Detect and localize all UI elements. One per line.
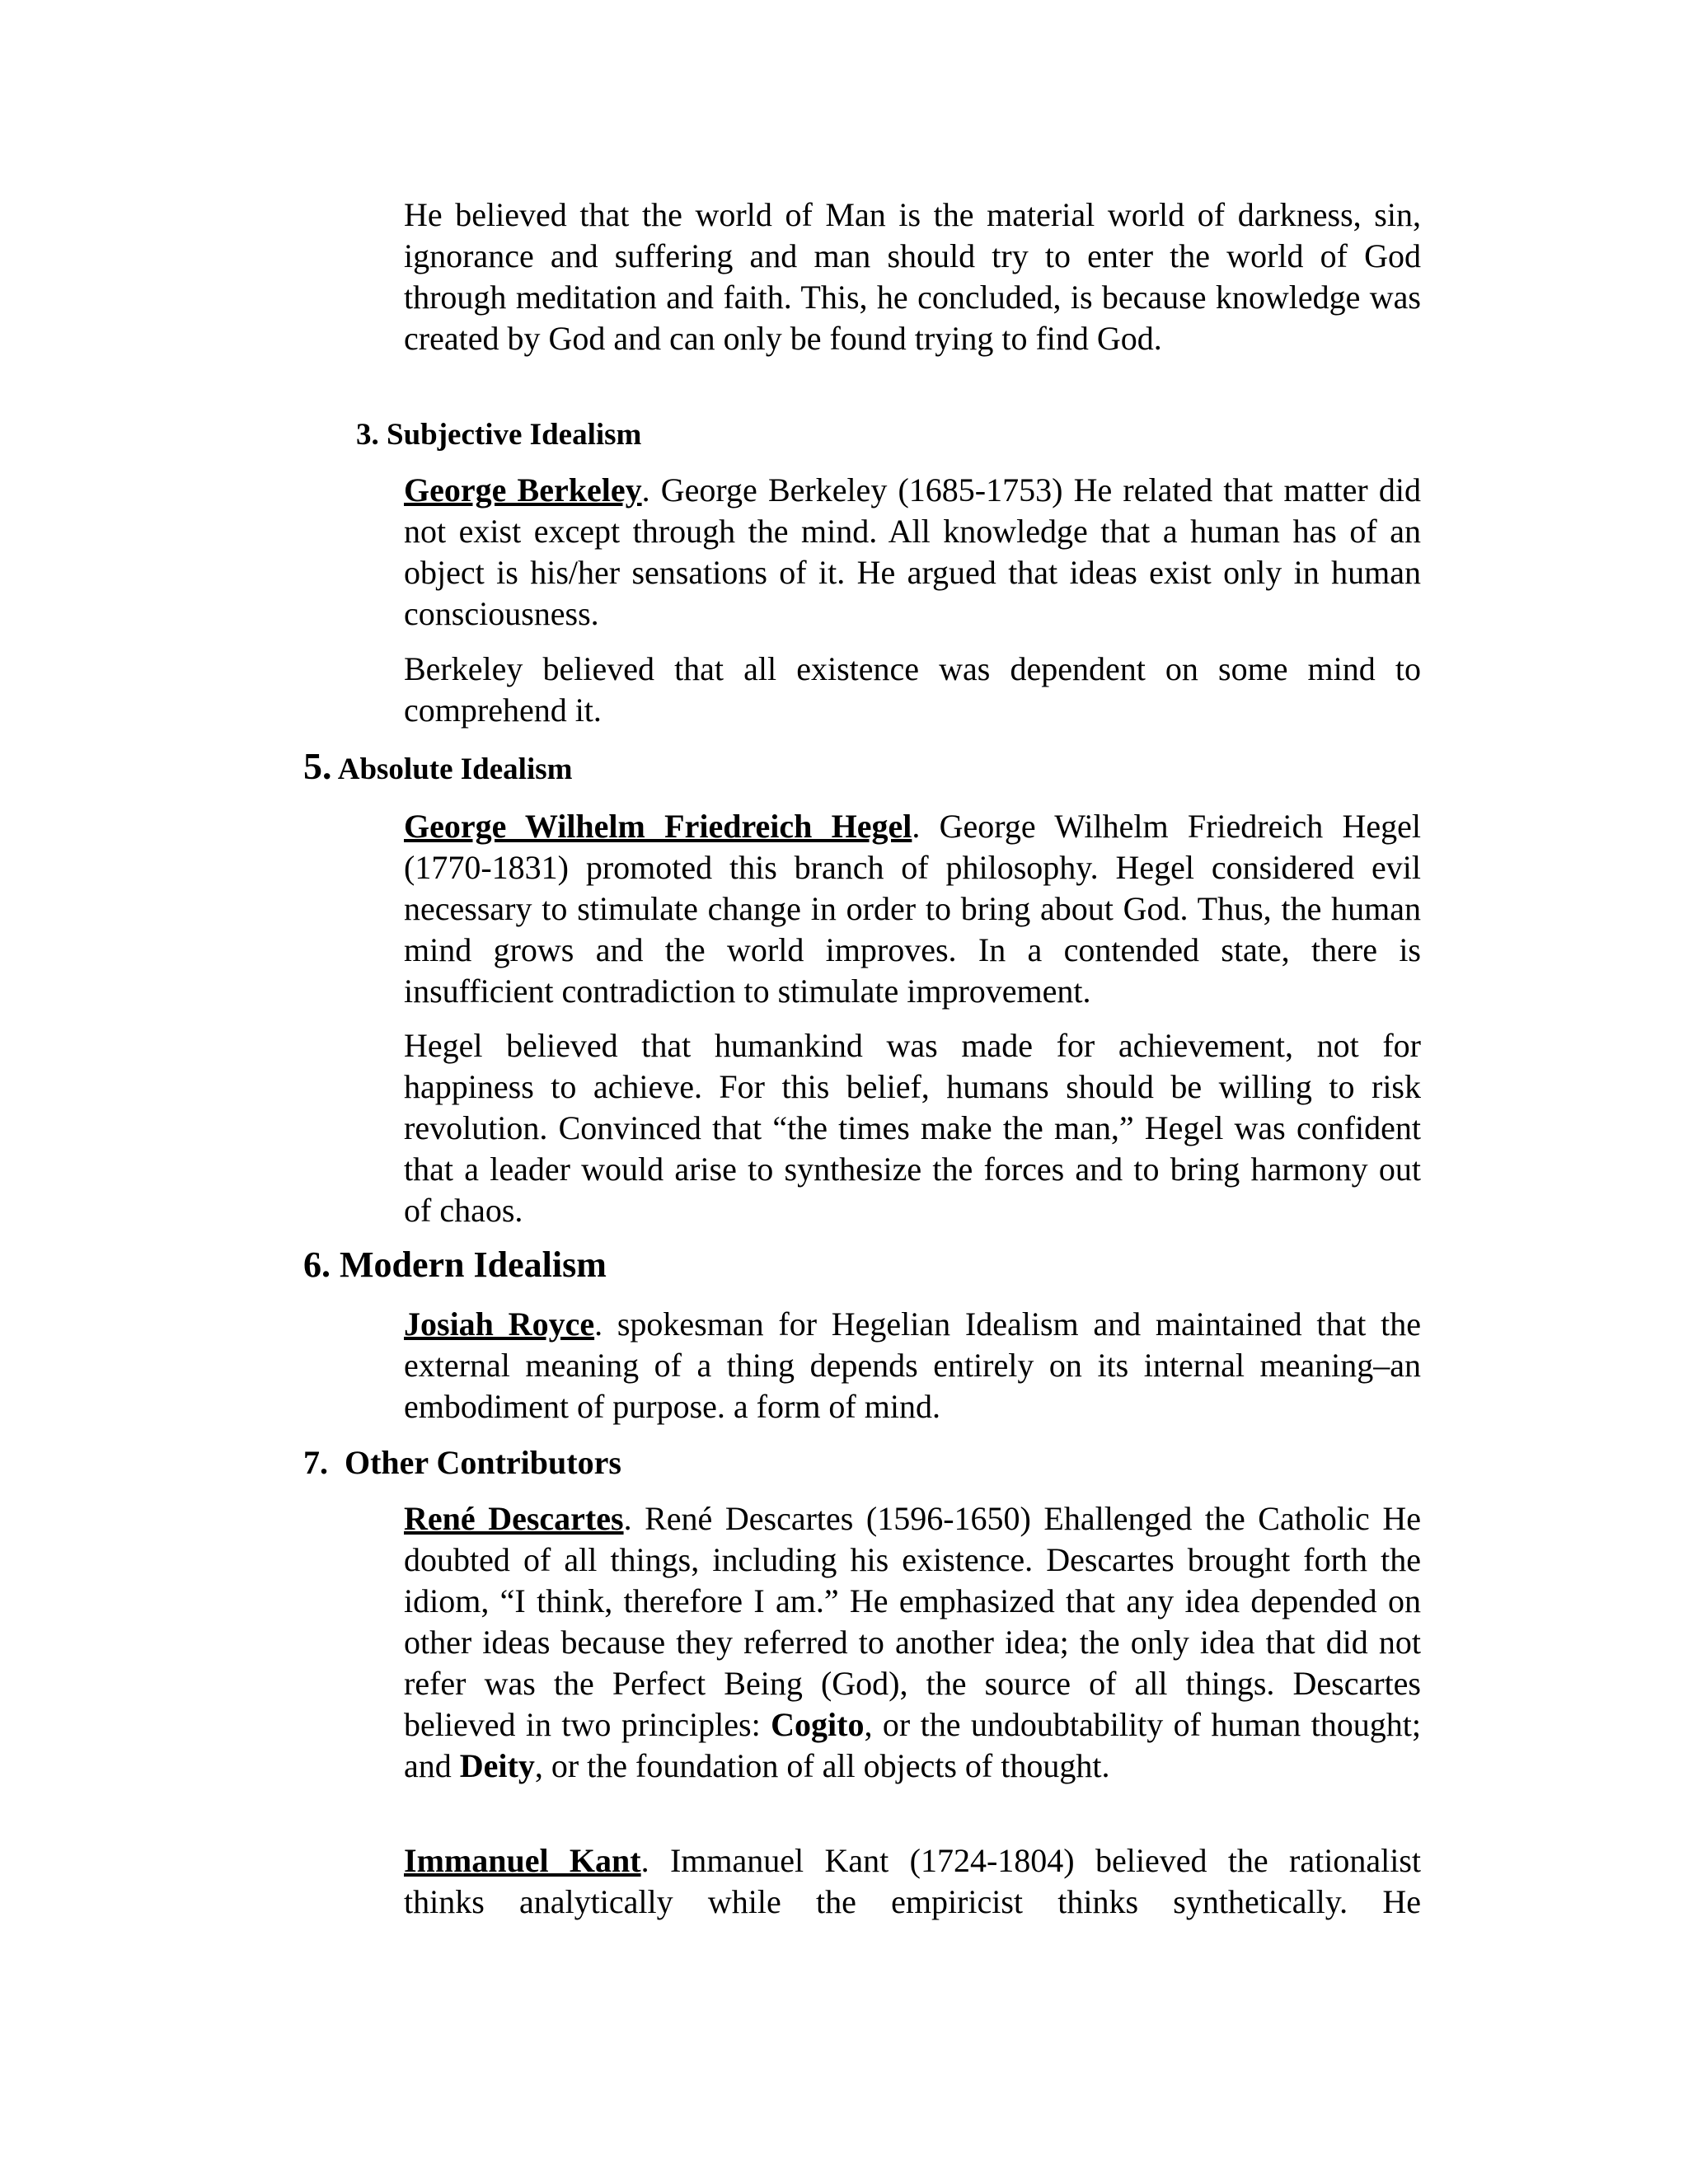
section-heading-absolute-idealism (303, 745, 573, 789)
philosopher-name-royce: Josiah Royce (404, 1305, 595, 1343)
section-number: 3. (356, 418, 379, 452)
section-heading-other-contributors (303, 1444, 621, 1482)
paragraph-hegel-achievement (404, 1025, 1421, 1231)
term-deity: Deity (459, 1747, 535, 1784)
philosopher-name-kant: Immanuel Kant (404, 1842, 641, 1879)
paragraph-text: . George Berkeley (1685-1753) He related that matter did not exist except through the mind. All knowledge that a human has of an object is his/her sensations of it. He argued that ideas exist only in human consciousness. (404, 471, 1421, 632)
paragraph-kant (404, 1840, 1421, 1923)
paragraph-text: Hegel believed that humankind was made for achievement, not for happiness to achieve. For this belief, humans should be willing to risk revolution. Convinced that “the times make the man,” Hegel was confident that a leader would arise to synthesize the forces and to bring harmony out of chaos. (404, 1027, 1421, 1229)
section-title: Subjective Idealism (387, 418, 642, 452)
section-number: 7. (303, 1444, 328, 1481)
philosopher-name-berkeley: George Berkeley (404, 471, 642, 509)
section-title: Other Contributors (345, 1444, 621, 1481)
paragraph-text: . René Descartes (1596-1650) Ehallenged the Catholic He doubted of all things, including his existence. Descartes brought forth the idiom, “I think, therefore I am.” He emphasized that any idea depended on other ideas because they referred to another idea; the only idea that did not refer was the Perfect Being (God), the source of all things. Descartes believed in two principles: (404, 1500, 1422, 1743)
section-number: 6. (303, 1244, 331, 1285)
section-heading-modern-idealism (303, 1243, 607, 1287)
section-title: Modern Idealism (340, 1244, 607, 1285)
paragraph-text: . spokesman for Hegelian Idealism and maintained that the external meaning of a thing depends entirely on its internal meaning–an embodiment of purpose. a form of mind. (404, 1305, 1421, 1425)
term-cogito: Cogito (771, 1706, 865, 1743)
paragraph-text: , or the foundation of all objects of thought. (534, 1747, 1110, 1784)
philosopher-name-hegel: George Wilhelm Friedreich Hegel (404, 808, 912, 845)
paragraph-text: Berkeley believed that all existence was dependent on some mind to comprehend it. (404, 650, 1421, 729)
philosopher-name-descartes: René Descartes (404, 1500, 624, 1537)
paragraph-text: He believed that the world of Man is the material world of darkness, sin, ignorance and suffering and man should try to enter the world of God through meditation and faith. This, he concluded, is because knowledge was created by God and can only be found trying to find God. (404, 196, 1421, 357)
paragraph-world-of-man (404, 194, 1421, 359)
section-title: Absolute Idealism (337, 752, 573, 786)
paragraph-berkeley (404, 470, 1421, 635)
paragraph-hegel (404, 806, 1421, 1012)
section-heading-subjective-idealism (356, 416, 641, 454)
paragraph-royce (404, 1304, 1421, 1427)
paragraph-descartes (404, 1498, 1421, 1787)
paragraph-text: . Immanuel Kant (1724-1804) believed the rationalist thinks analytically while the empiricist thinks synthetically. He (404, 1842, 1422, 1920)
section-number: 5. (303, 745, 332, 787)
paragraph-text: , or the undoubtability of human thought; and (404, 1706, 1421, 1784)
paragraph-text: . George Wilhelm Friedreich Hegel (1770-1831) promoted this branch of philosophy. Hegel considered evil necessary to stimulate change in order to bring about God. Thus, the human mind grows and the world improves. In a contended state, there is insufficient contradiction to stimulate improvement. (404, 808, 1422, 1010)
paragraph-berkeley-existence (404, 649, 1421, 731)
